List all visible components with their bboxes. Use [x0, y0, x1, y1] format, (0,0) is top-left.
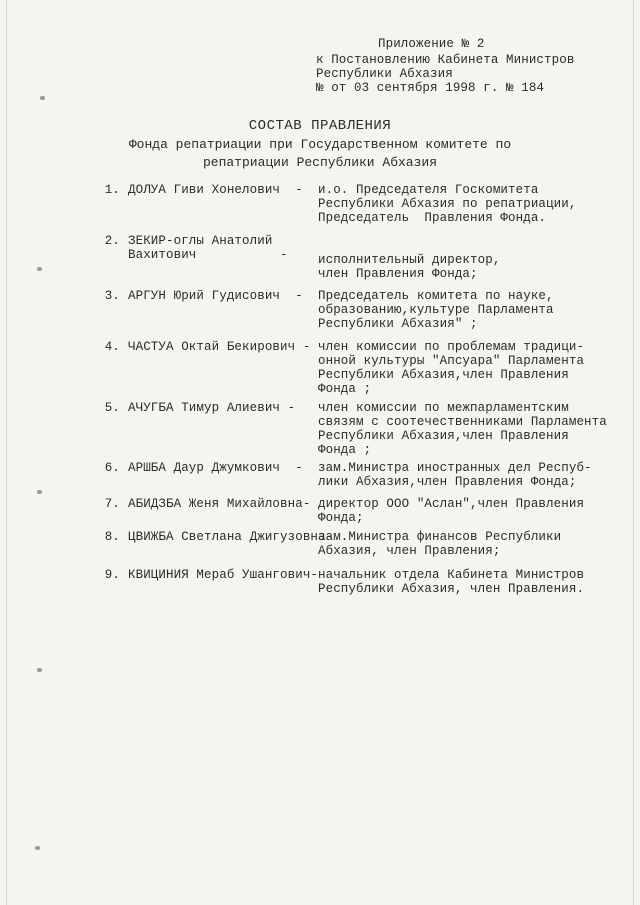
- member-number: 7.: [104, 497, 120, 511]
- member-role: Республики Абхазия,член Правления: [318, 429, 569, 443]
- page-edge-right: [633, 0, 634, 905]
- binding-hole: [35, 846, 40, 850]
- member-role: Фонда;: [318, 511, 364, 525]
- member-role: начальник отдела Кабинета Министров: [318, 568, 585, 582]
- binding-hole: [40, 96, 45, 100]
- member-name: ЗЕКИР-оглы Анатолий: [128, 234, 273, 248]
- member-number: 2.: [104, 234, 120, 248]
- appendix-republic: Республики Абхазия: [316, 67, 453, 81]
- member-name: АБИДЗБА Женя Михайловна-: [128, 497, 311, 511]
- binding-hole: [37, 490, 42, 494]
- member-role: Председатель комитета по науке,: [318, 289, 554, 303]
- member-role: Республики Абхазия" ;: [318, 317, 478, 331]
- title-subline-1: Фонда репатриации при Государственном комитете по: [128, 137, 512, 152]
- member-role: зам.Министра иностранных дел Респуб-: [318, 461, 592, 475]
- page-edge-left: [6, 0, 7, 905]
- member-role: Республики Абхазия по репатриации,: [318, 197, 577, 211]
- member-role: Фонда ;: [318, 443, 372, 457]
- member-number: 5.: [104, 401, 120, 415]
- member-number: 4.: [104, 340, 120, 354]
- member-role: образованию,культуре Парламента: [318, 303, 554, 317]
- member-name: Вахитович -: [128, 248, 288, 262]
- title-heading: СОСТАВ ПРАВЛЕНИЯ: [248, 118, 392, 134]
- member-number: 8.: [104, 530, 120, 544]
- member-role: и.о. Председателя Госкомитета: [318, 183, 539, 197]
- member-role: зам.Министра финансов Республики: [318, 530, 562, 544]
- member-number: 3.: [104, 289, 120, 303]
- member-role: лики Абхазия,член Правления Фонда;: [318, 475, 577, 489]
- member-number: 9.: [104, 568, 120, 582]
- appendix-decree: к Постановлению Кабинета Министров: [316, 53, 575, 67]
- member-name: ЧАСТУА Октай Бекирович -: [128, 340, 311, 354]
- member-role: Фонда ;: [318, 382, 372, 396]
- member-role: член Правления Фонда;: [318, 267, 478, 281]
- member-role: Республики Абхазия,член Правления: [318, 368, 569, 382]
- member-role: директор ООО "Аслан",член Правления: [318, 497, 585, 511]
- member-role: связям с соотечественниками Парламента: [318, 415, 607, 429]
- member-number: 6.: [104, 461, 120, 475]
- member-number: 1.: [104, 183, 120, 197]
- binding-hole: [37, 668, 42, 672]
- member-role: член комиссии по межпарламентским: [318, 401, 569, 415]
- member-name: ДОЛУА Гиви Хонелович -: [128, 183, 303, 197]
- appendix-number: Приложение № 2: [378, 37, 485, 51]
- member-name: АРГУН Юрий Гудисович -: [128, 289, 303, 303]
- binding-hole: [37, 267, 42, 271]
- member-role: исполнительный директор,: [318, 253, 501, 267]
- member-role: Республики Абхазия, член Правления.: [318, 582, 585, 596]
- member-name: ЦВИЖБА Светлана Джигузовна-: [128, 530, 334, 544]
- member-role: онной культуры "Апсуара" Парламента: [318, 354, 585, 368]
- member-name: АРШБА Даур Джумкович -: [128, 461, 303, 475]
- title-subline-2: репатриации Республики Абхазия: [202, 155, 438, 170]
- member-role: Председатель Правления Фонда.: [318, 211, 547, 225]
- member-role: Абхазия, член Правления;: [318, 544, 501, 558]
- appendix-date: № от 03 сентября 1998 г. № 184: [316, 81, 545, 95]
- member-name: КВИЦИНИЯ Мераб Ушангович-: [128, 568, 319, 582]
- member-role: член комиссии по проблемам традици-: [318, 340, 585, 354]
- member-name: АЧУГБА Тимур Алиевич -: [128, 401, 296, 415]
